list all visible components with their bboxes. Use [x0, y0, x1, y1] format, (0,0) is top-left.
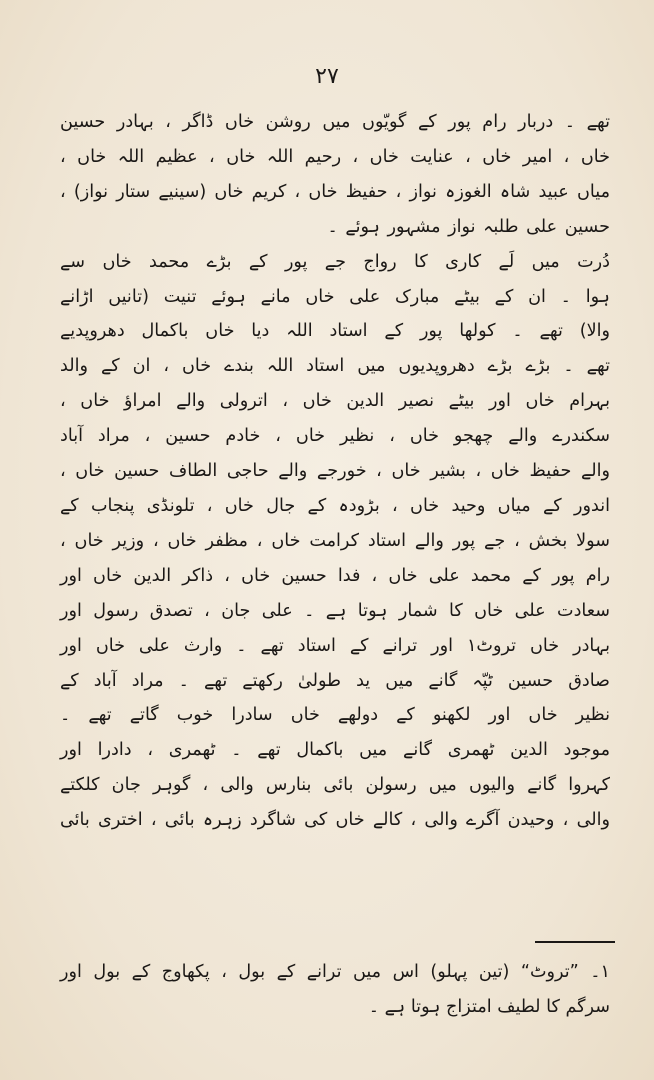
- text-line: سعادت علی خاں کا شمار ہوتا ہے ۔ علی جان ، تصدق رسول اور: [60, 600, 610, 621]
- text-line: والے حفیظ خاں ، بشیر خاں ، خورجے والے حاجی الطاف حسین خاں ،: [60, 461, 610, 482]
- text-line: بہرام خاں اور بیٹے نصیر الدین خاں ، اترولی والے امراؤ خاں ،: [60, 391, 610, 412]
- text-line: ہوا ۔ ان کے بیٹے مبارک علی خاں مانے ہوئے تنیت (تانیں اڑانے: [60, 286, 610, 307]
- text-line: سکندرے والے چھجو خاں ، نظیر خاں ، خادم حسین ، مراد آباد: [60, 426, 610, 447]
- main-text: [60, 105, 610, 838]
- footnote-divider: [535, 941, 615, 943]
- footnote-line: سرگم کا لطیف امتزاج ہوتا ہے ۔: [368, 996, 610, 1017]
- text-line: میاں عبید شاہ الغوزہ نواز ، حفیظ خاں ، کریم خاں (سینیے ستار نواز) ،: [60, 181, 610, 202]
- text-line: بہادر خاں تروٹ۱ اور ترانے کے استاد تھے ۔ وارث علی خاں اور: [60, 635, 610, 656]
- text-line: تھے ۔ دربار رام پور کے گویّوں میں روشن خاں ڈاگر ، بہادر حسین: [60, 112, 610, 132]
- text-line: دُرت میں لَے کاری کا رواج جے پور کے بڑے محمد خاں سے: [60, 251, 610, 272]
- text-line: موجود الدین ٹھمری گانے میں باکمال تھے ۔ ٹھمری ، دادرا اور: [60, 740, 610, 761]
- text-line: والا) تھے ۔ کولھا پور کے استاد اللہ دیا خاں باکمال دھروپدیے: [60, 321, 610, 342]
- text-line: صادق حسین ٹپّہ گانے میں ید طولیٰ رکھتے تھے ۔ مراد آباد کے: [60, 670, 610, 691]
- text-line: حسین علی طلبہ نواز مشہور ہوئے ۔: [327, 216, 610, 237]
- text-line: رام پور کے محمد علی خاں ، فدا حسین خاں ، ذاکر الدین خاں اور: [60, 565, 610, 586]
- footnote: [60, 955, 610, 1025]
- text-line: کہروا گانے والیوں میں رسولن بائی بنارس والی ، گوہر جان کلکتے: [60, 775, 610, 796]
- text-line: نظیر خاں اور لکھنو کے دولھے خاں سادرا خوب گاتے تھے ۔: [60, 705, 610, 726]
- text-line: تھے ۔ بڑے بڑے دھروپدیوں میں استاد اللہ بندے خاں ، ان کے والد: [60, 356, 610, 377]
- text-line: خاں ، امیر خاں ، عنایت خاں ، رحیم اللہ خاں ، عظیم اللہ خاں ،: [60, 146, 610, 167]
- text-line: والی ، وحیدن آگرے والی ، کالے خاں کی شاگرد زہرہ بائی ، اختری بائی: [60, 810, 610, 831]
- page-number: ۲۷: [315, 64, 339, 89]
- footnote-line: ۱۔ ”تروٹ“ (تین پہلو) اس میں ترانے کے بول ، پکھاوج کے بول اور: [60, 962, 610, 982]
- text-line: اندور کے میاں وحید خاں ، بڑودہ کے جال خاں ، تلونڈی پنجاب کے: [60, 495, 610, 516]
- text-line: سولا بخش ، جے پور والے استاد کرامت خاں ، مظفر خاں ، وزیر خاں ،: [60, 530, 610, 551]
